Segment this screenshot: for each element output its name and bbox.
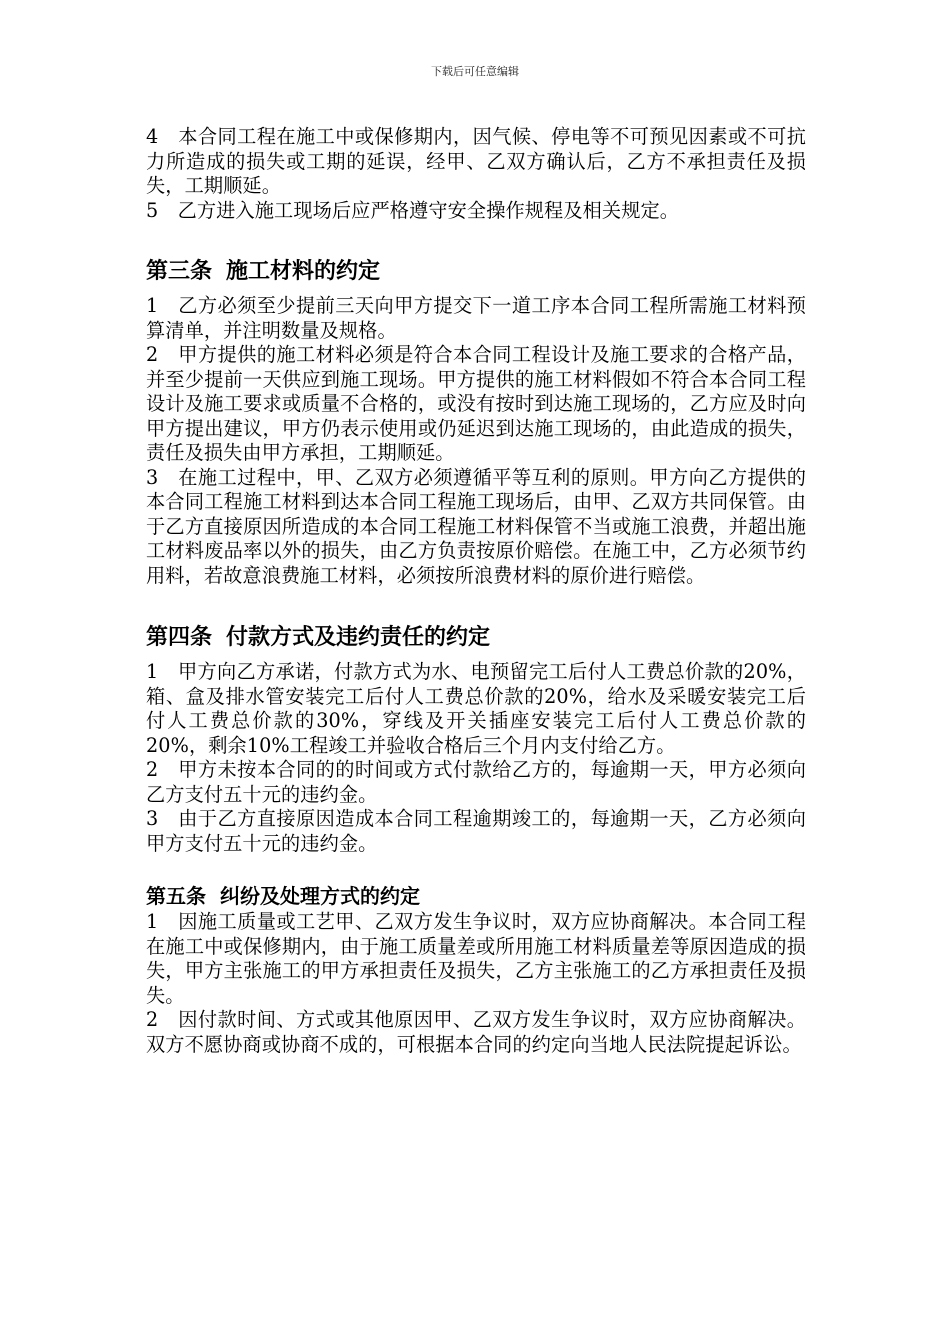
section-3-item-3: 3 在施工过程中，甲、乙双方必须遵循平等互利的原则。甲方向乙方提供的本合同工程施工材料到达本合同工程施工现场后，由甲、乙双方共同保管。由于乙方直接原因所造成的本合同工程施工材料保管不当或施工浪费，并超出施工材料废品率以外的损失，由乙方负责按原价赔偿。在施工中，乙方必须节约用料，若故意浪费施工材料，必须按所浪费材料的原价进行赔偿。 (146, 465, 806, 587)
document-body (146, 125, 806, 1057)
section-4-heading (146, 624, 806, 652)
section-3-heading (146, 258, 806, 286)
section-3-number: 第三条 (146, 259, 213, 284)
clause-4: 4 本合同工程在施工中或保修期内，因气候、停电等不可预见因素或不可抗力所造成的损失或工期的延误，经甲、乙双方确认后，乙方不承担责任及损失，工期顺延。 (146, 125, 806, 197)
section-4-item-2: 2 甲方未按本合同的的时间或方式付款给乙方的，每逾期一天，甲方必须向乙方支付五十元的违约金。 (146, 758, 806, 806)
section-5-item-1: 1 因施工质量或工艺甲、乙双方发生争议时，双方应协商解决。本合同工程在施工中或保修期内，由于施工质量差或所用施工材料质量差等原因造成的损失，甲方主张施工的甲方承担责任及损失，乙方主张施工的乙方承担责任及损失。 (146, 910, 806, 1007)
section-5-number: 第五条 (146, 884, 206, 908)
section-3-title: 施工材料的约定 (226, 259, 381, 284)
section-5-item-2: 2 因付款时间、方式或其他原因甲、乙双方发生争议时，双方应协商解决。双方不愿协商或协商不成的，可根据本合同的约定向当地人民法院提起诉讼。 (146, 1008, 806, 1056)
clause-5: 5 乙方进入施工现场后应严格遵守安全操作规程及相关规定。 (146, 198, 680, 222)
section-4-title: 付款方式及违约责任的约定 (226, 625, 491, 650)
section-4-number: 第四条 (146, 625, 213, 650)
page-header-note: 下载后可任意编辑 (431, 65, 519, 78)
section-4-item-1: 1 甲方向乙方承诺，付款方式为水、电预留完工后付人工费总价款的20%，箱、盒及排水管安装完工后付人工费总价款的20%，给水及采暖安装完工后付人工费总价款的30%，穿线及开关插座安装完工后付人工费总价款的20%，剩余10%工程竣工并验收合格后三个月内支付给乙方。 (146, 660, 806, 757)
section-3-item-1: 1 乙方必须至少提前三天向甲方提交下一道工序本合同工程所需施工材料预算清单，并注明数量及规格。 (146, 294, 806, 342)
section-5-title: 纠纷及处理方式的约定 (220, 884, 420, 908)
section-3-item-2: 2 甲方提供的施工材料必须是符合本合同工程设计及施工要求的合格产品，并至少提前一天供应到施工现场。甲方提供的施工材料假如不符合本合同工程设计及施工要求或质量不合格的，或没有按时到达施工现场的，乙方应及时向甲方提出建议，甲方仍表示使用或仍延迟到达施工现场的，由此造成的损失，责任及损失由甲方承担，工期顺延。 (146, 343, 806, 464)
section-4-item-3: 3 由于乙方直接原因造成本合同工程逾期竣工的，每逾期一天，乙方必须向甲方支付五十元的违约金。 (146, 807, 806, 855)
section-5-heading (146, 882, 806, 910)
